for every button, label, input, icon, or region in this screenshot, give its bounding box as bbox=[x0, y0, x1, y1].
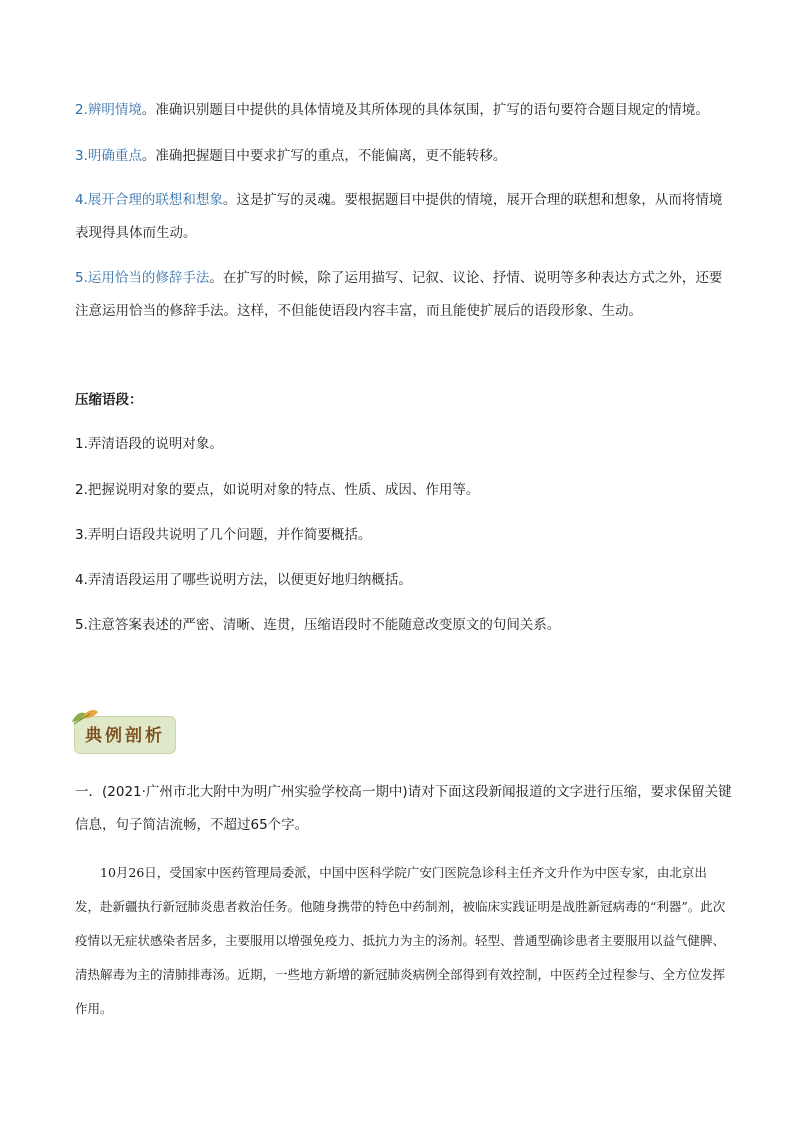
tip-heading: 辨明情境 bbox=[87, 102, 142, 118]
tip-number: 3. bbox=[75, 148, 88, 164]
expand-tip-4 bbox=[75, 184, 735, 250]
question-text: 一．(2021·广州市北大附中为明广州实验学校高一期中)请对下面这段新闻报道的文字进行压缩，要求保留关键信息，句子简洁流畅，不超过65个字。 bbox=[75, 784, 732, 833]
tip-heading: 明确重点 bbox=[87, 148, 142, 164]
leaf-icon bbox=[70, 706, 100, 728]
compress-item: 2.把握说明对象的要点，如说明对象的特点、性质、成因、作用等。 bbox=[75, 482, 480, 498]
tip-text: 。准确识别题目中提供的具体情境及其所体现的具体氛围，扩写的语句要符合题目规定的情境。 bbox=[141, 102, 709, 118]
compress-item: 4.弄清语段运用了哪些说明方法，以便更好地归纳概括。 bbox=[75, 572, 412, 588]
expand-tip-5 bbox=[75, 262, 735, 328]
expand-tip-2 bbox=[75, 94, 735, 127]
tip-heading: 展开合理的联想和想象 bbox=[87, 192, 223, 208]
tip-number: 5. bbox=[75, 270, 88, 286]
tip-number: 2. bbox=[75, 102, 88, 118]
compress-item: 1.弄清语段的说明对象。 bbox=[75, 436, 223, 452]
tip-heading: 运用恰当的修辞手法 bbox=[87, 270, 210, 286]
compress-item: 5.注意答案表述的严密、清晰、连贯，压缩语段时不能随意改变原文的句间关系。 bbox=[75, 617, 561, 633]
compress-item: 3.弄明白语段共说明了几个问题，并作简要概括。 bbox=[75, 527, 372, 543]
compress-heading: 压缩语段： bbox=[75, 392, 143, 408]
tip-number: 4. bbox=[75, 192, 88, 208]
tip-text: 。这是扩写的灵魂。要根据题目中提供的情境，展开合理的联想和想象，从而将情境表现得具体而生动。 bbox=[75, 192, 723, 241]
tip-text: 。准确把握题目中要求扩写的重点，不能偏离，更不能转移。 bbox=[141, 148, 507, 164]
section-banner-label: 典例剖析 bbox=[85, 726, 165, 746]
tip-text: 。在扩写的时候，除了运用描写、记叙、议论、抒情、说明等多种表达方式之外，还要注意运用恰当的修辞手法。这样，不但能使语段内容丰富，而且能使扩展后的语段形象、生动。 bbox=[75, 270, 723, 319]
expand-tip-3 bbox=[75, 140, 735, 173]
example-passage: 10月26日，受国家中医药管理局委派，中国中医科学院广安门医院急诊科主任齐文升作为中医专家，由北京出发，赴新疆执行新冠肺炎患者救治任务。他随身携带的特色中药制剂，被临床实践证明是战胜新冠病毒的“利器”。此次疫情以无症状感染者居多，主要服用以增强免疫力、抵抗力为主的汤剂。轻型、普通型确诊患者主要服用以益气健脾、清热解毒为主的清肺排毒汤。近期，一些地方新增的新冠肺炎病例全部得到有效控制，中医药全过程参与、全方位发挥作用。 bbox=[75, 865, 726, 1016]
